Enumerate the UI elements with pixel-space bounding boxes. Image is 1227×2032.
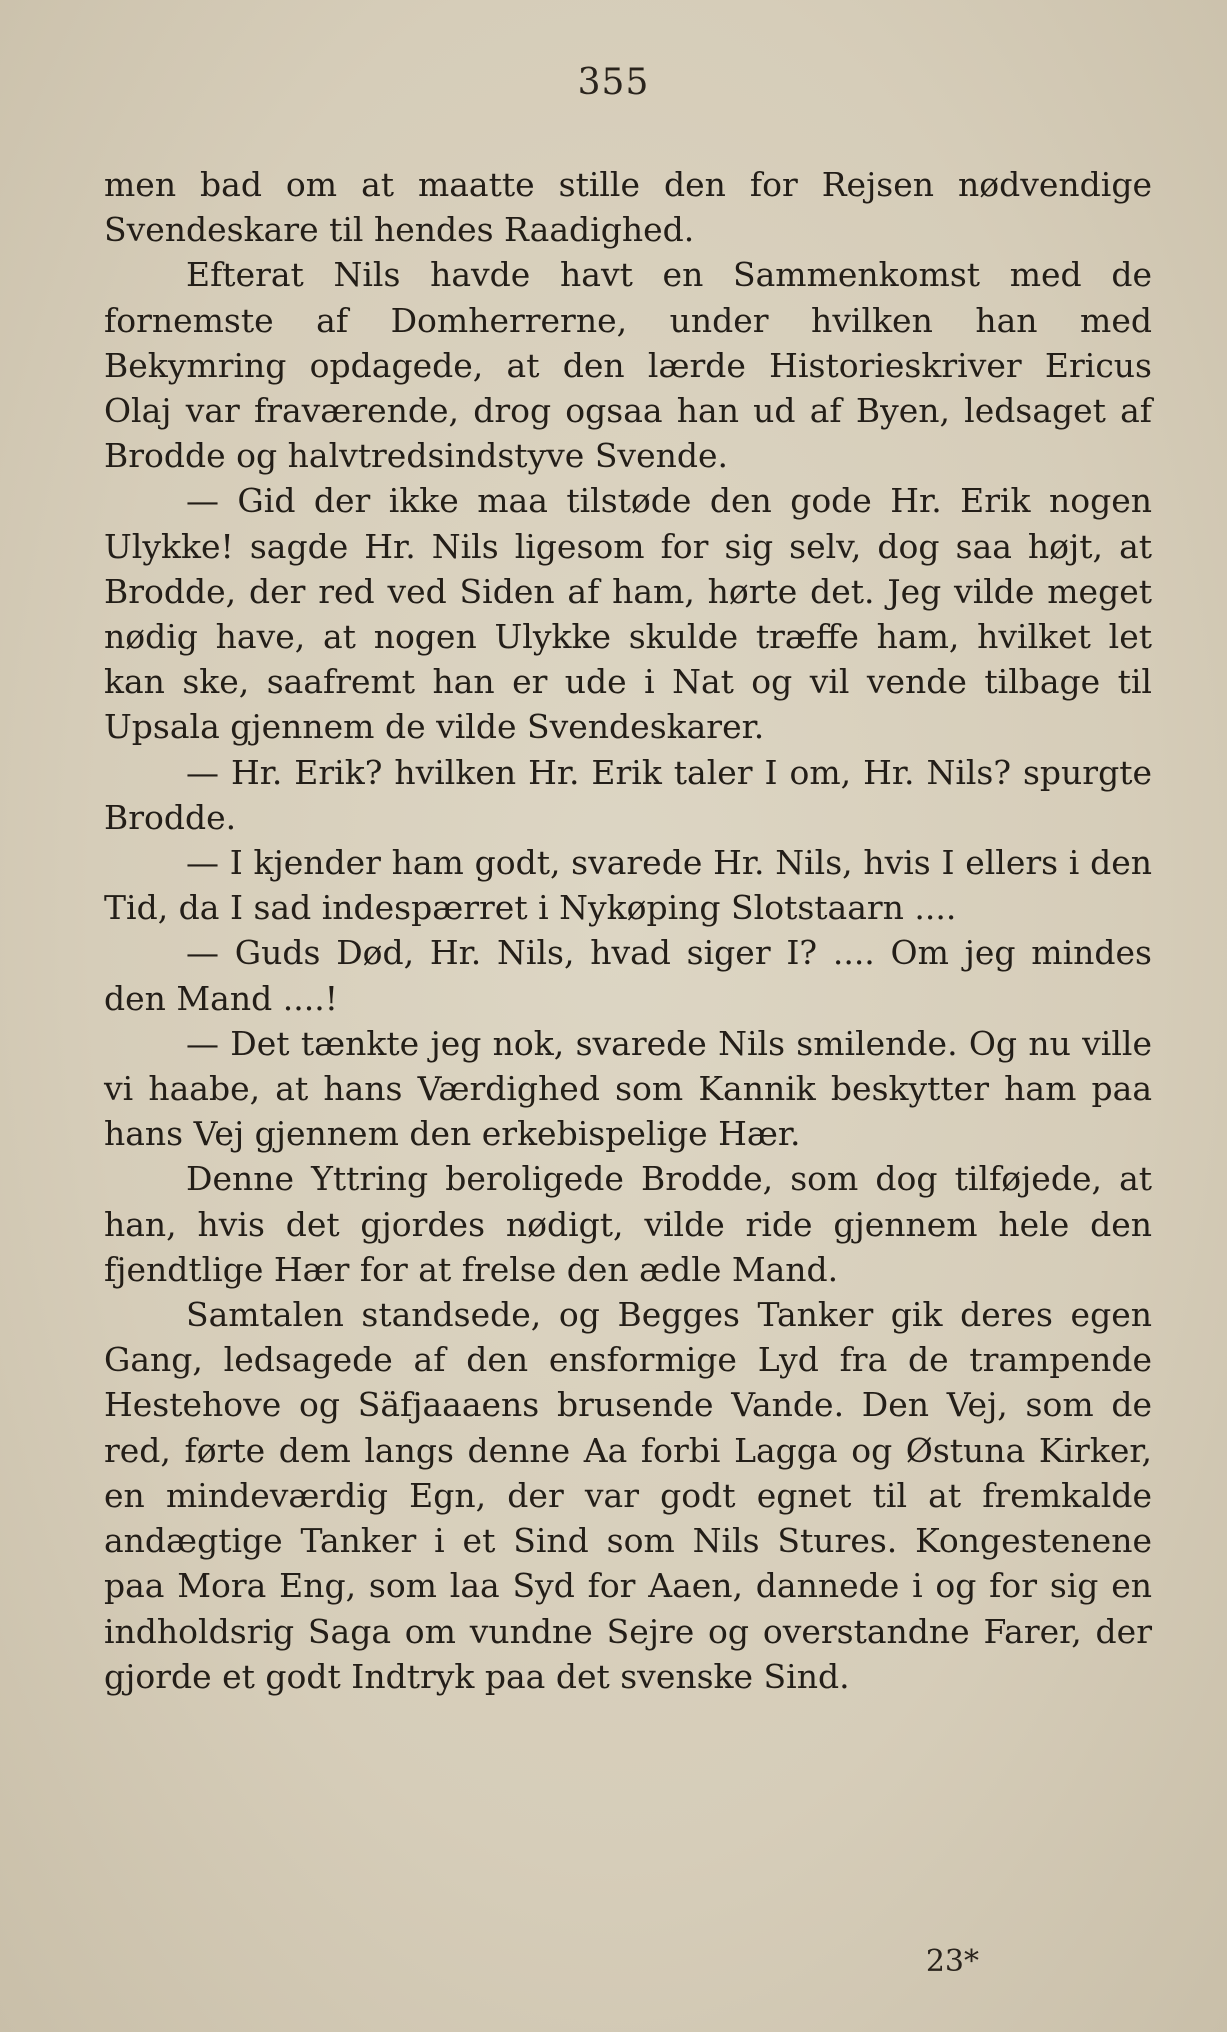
paragraph-4: — Hr. Erik? hvilken Hr. Erik taler I om, Hr. Nils? spurgte Brodde.: [104, 752, 1152, 837]
body-text: [104, 162, 1152, 1699]
paragraph-5: — I kjender ham godt, svarede Hr. Nils, hvis I ellers i den Tid, da I sad indespærret i Nykøping Slotstaarn ....: [104, 843, 1152, 928]
paragraph-8: Denne Yttring beroligede Brodde, som dog tilføjede, at han, hvis det gjordes nødigt, vilde ride gjennem hele den fjendtlige Hær for at frelse den ædle Mand.: [104, 1159, 1152, 1289]
page-number: 355: [577, 62, 650, 103]
paragraph-9: Samtalen standsede, og Begges Tanker gik deres egen Gang, ledsagede af den ensformige Lyd fra de trampende Hestehove og Säfjaaaens brusende Vande. Den Vej, som de red, førte dem langs denne Aa forbi Lagga og Østuna Kirker, en mindeværdig Egn, der var godt egnet til at fremkalde andægtige Tanker i et Sind som Nils Stures. Kongestenene paa Mora Eng, som laa Syd for Aaen, dannede i og for sig en indholdsrig Saga om vundne Sejre og overstandne Farer, der gjorde et godt Indtryk paa det svenske Sind.: [104, 1295, 1152, 1696]
paragraph-7: — Det tænkte jeg nok, svarede Nils smilende. Og nu ville vi haabe, at hans Værdighed som Kannik beskytter ham paa hans Vej gjennem den erkebispelige Hær.: [104, 1023, 1152, 1154]
paragraph-2: Efterat Nils havde havt en Sammenkomst med de fornemste af Domherrerne, under hvilken han med Bekymring opdagede, at den lærde Historieskriver Ericus Olaj var fraværende, drog ogsaa han ud af Byen, ledsaget af Brodde og halvtredsindstyve Svende.: [104, 255, 1152, 476]
paragraph-6: — Guds Død, Hr. Nils, hvad siger I? .... Om jeg mindes den Mand ....!: [104, 933, 1152, 1018]
paragraph-1: men bad om at maatte stille den for Rejsen nødvendige Svendeskare til hendes Raadighed.: [104, 165, 1152, 250]
paragraph-3: — Gid der ikke maa tilstøde den gode Hr. Erik nogen Ulykke! sagde Hr. Nils ligesom for sig selv, dog saa højt, at Brodde, der red ved Siden af ham, hørte det. Jeg vilde meget nødig have, at nogen Ulykke skulde træffe ham, hvilket let kan ske, saafremt han er ude i Nat og vil vende tilbage til Upsala gjennem de vilde Svendeskarer.: [104, 481, 1152, 747]
signature-mark: 23*: [925, 1944, 979, 1979]
